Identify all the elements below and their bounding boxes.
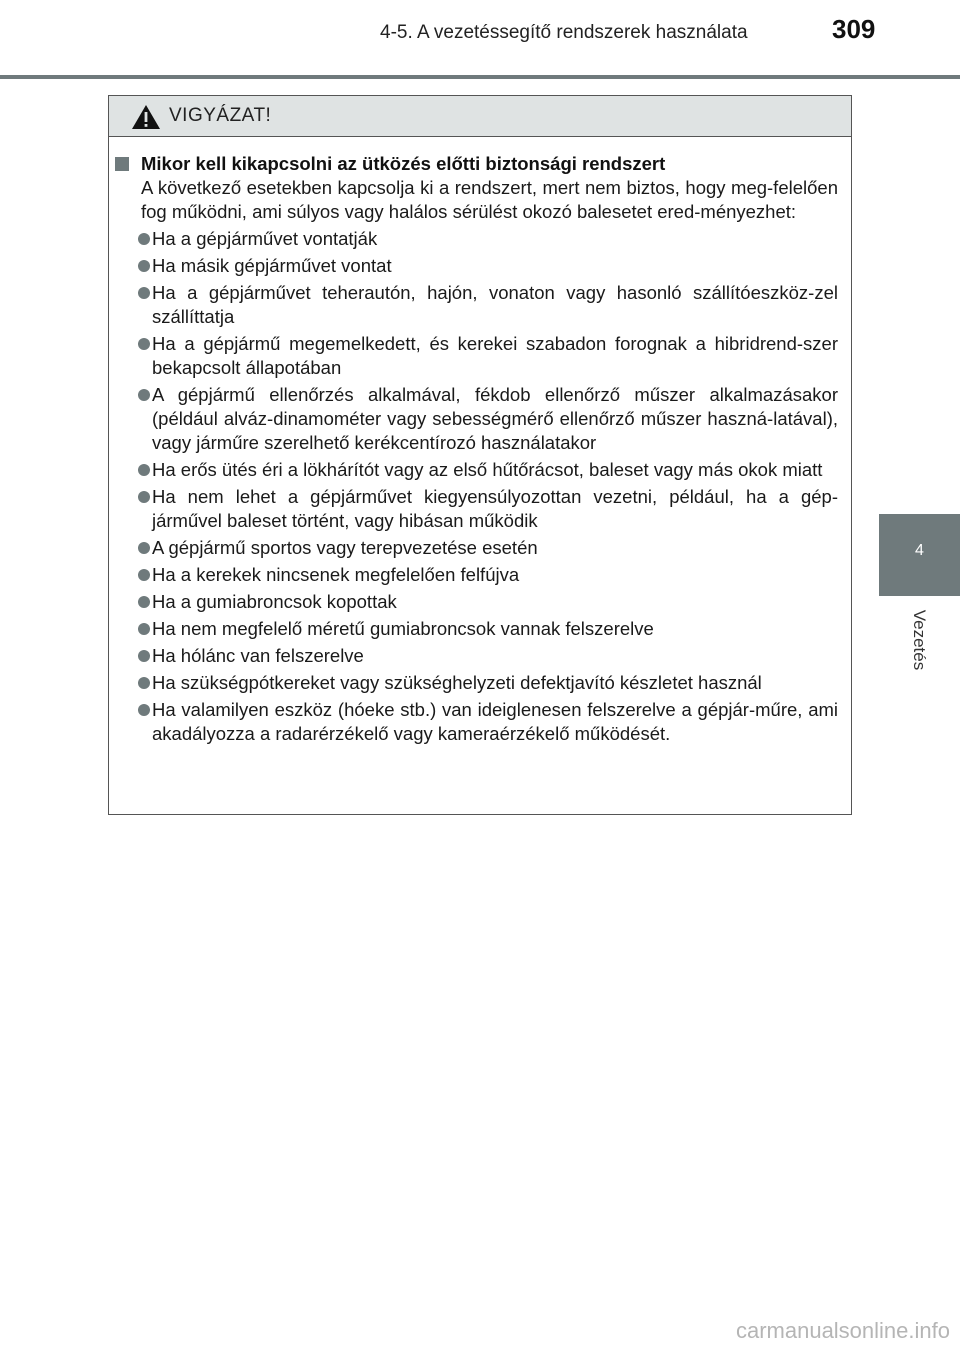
- intro-paragraph: A következő esetekben kapcsolja ki a rendszert, mert nem biztos, hogy meg-felelően fog működni, ami súlyos vagy halálos sérülést okozó balesetet ered-ményezhet:: [141, 177, 838, 222]
- page-number: 309: [832, 14, 876, 44]
- list-item: Ha szükségpótkereket vagy szükséghelyzeti defektjavító készletet használ: [109, 671, 850, 695]
- list-item: A gépjármű sportos vagy terepvezetése esetén: [109, 536, 850, 560]
- list-item: Ha valamilyen eszköz (hóeke stb.) van ideiglenesen felszerelve a gépjár-műre, ami akadályozza a radarérzékelő vagy kameraérzékelő működését.: [109, 698, 850, 746]
- round-bullet-icon: [138, 287, 150, 299]
- chapter-label: Vezetés: [910, 609, 929, 671]
- list-item: Ha a gumiabroncsok kopottak: [109, 590, 850, 614]
- list-item: Ha a gépjármű megemelkedett, és kerekei szabadon forognak a hibridrend-szer bekapcsolt állapotában: [109, 332, 850, 380]
- section-heading: [109, 152, 850, 176]
- round-bullet-icon: [138, 650, 150, 662]
- square-bullet-icon: [115, 157, 129, 171]
- list-item: Ha másik gépjárművet vontat: [109, 254, 850, 278]
- section-heading-text: Mikor kell kikapcsolni az ütközés előtti biztonsági rendszert: [141, 153, 666, 174]
- round-bullet-icon: [138, 338, 150, 350]
- header-rule: [0, 75, 960, 79]
- round-bullet-icon: [138, 260, 150, 272]
- round-bullet-icon: [138, 569, 150, 581]
- list-item: Ha nem lehet a gépjárművet kiegyensúlyozottan vezetni, például, ha a gép-járművel baleset történt, vagy hibásan működik: [109, 485, 850, 533]
- warning-title: VIGYÁZAT!: [169, 105, 272, 126]
- condition-list: [109, 227, 850, 746]
- list-item: Ha a kerekek nincsenek megfelelően felfújva: [109, 563, 850, 587]
- round-bullet-icon: [138, 233, 150, 245]
- section-title: 4-5. A vezetéssegítő rendszerek használata: [380, 22, 748, 43]
- list-item: Ha a gépjárművet vontatják: [109, 227, 850, 251]
- list-item: Ha erős ütés éri a lökhárítót vagy az első hűtőrácsot, baleset vagy más okok miatt: [109, 458, 850, 482]
- list-item: Ha nem megfelelő méretű gumiabroncsok vannak felszerelve: [109, 617, 850, 641]
- list-item: Ha hólánc van felszerelve: [109, 644, 850, 668]
- chapter-number: 4: [915, 542, 924, 559]
- round-bullet-icon: [138, 623, 150, 635]
- round-bullet-icon: [138, 464, 150, 476]
- warning-header: [109, 96, 851, 137]
- round-bullet-icon: [138, 542, 150, 554]
- watermark-link[interactable]: carmanualsonline.info: [735, 1318, 950, 1343]
- round-bullet-icon: [138, 491, 150, 503]
- chapter-tab: [879, 514, 960, 596]
- list-item: Ha a gépjárművet teherautón, hajón, vonaton vagy hasonló szállítóeszköz-zel szállíttatja: [109, 281, 850, 329]
- warning-box: [108, 95, 852, 815]
- warning-body: [109, 152, 850, 746]
- round-bullet-icon: [138, 596, 150, 608]
- round-bullet-icon: [138, 677, 150, 689]
- warning-triangle-icon: [131, 104, 161, 130]
- list-item: A gépjármű ellenőrzés alkalmával, fékdob ellenőrző műszer alkalmazásakor (például alváz-dinamométer vagy sebességmérő ellenőrző műszer haszná-latával), vagy járműre szerelhető kerékcentírozó használatakor: [109, 383, 850, 455]
- round-bullet-icon: [138, 389, 150, 401]
- round-bullet-icon: [138, 704, 150, 716]
